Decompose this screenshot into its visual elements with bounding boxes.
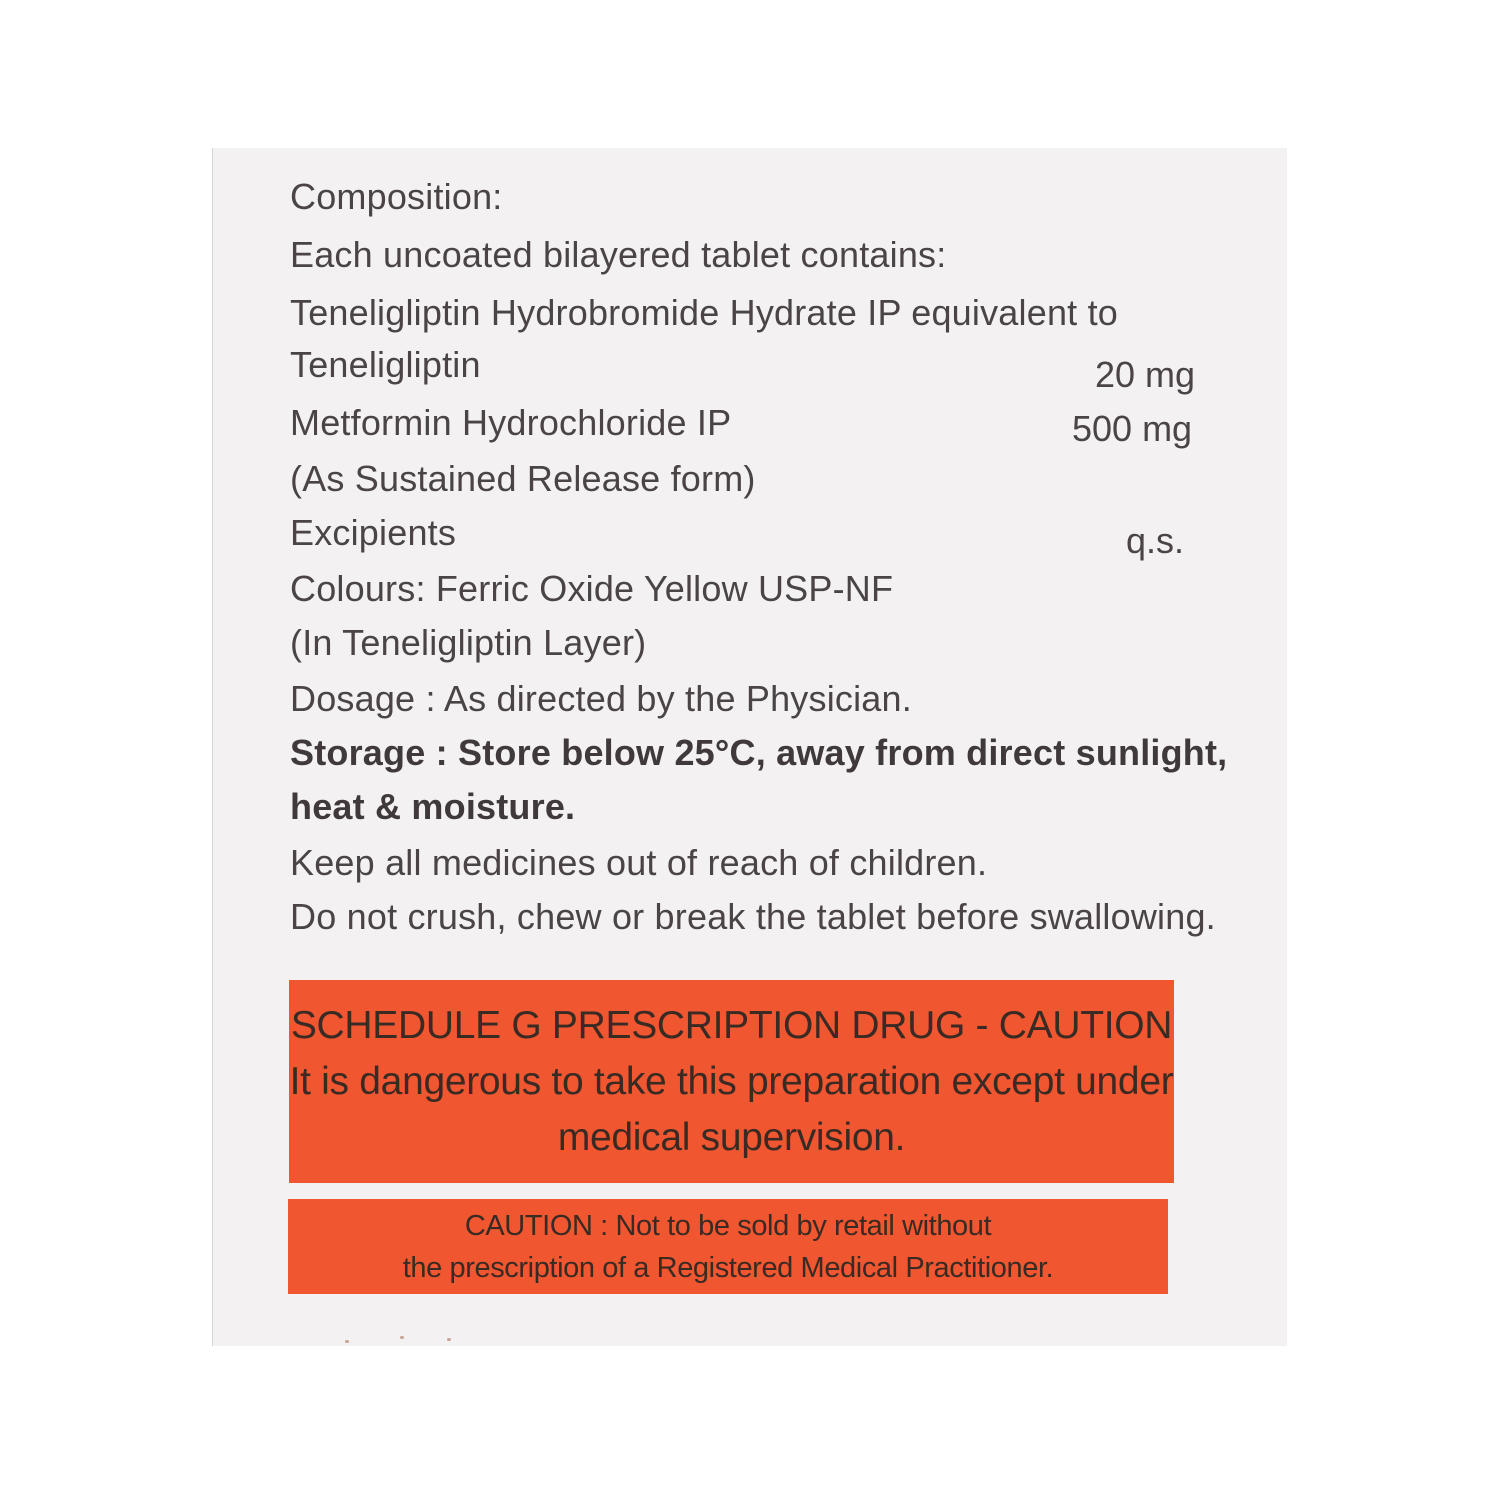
do-not-crush-line: Do not crush, chew or break the tablet before swallowing. [290,896,1216,937]
composition-heading: Composition: [290,176,503,217]
composition-intro: Each uncoated bilayered tablet contains: [290,234,947,275]
print-speck [447,1338,451,1341]
schedule-warning-line-3: medical supervision. [557,1116,906,1159]
schedule-warning-line-2: It is dangerous to take this preparation except under [289,1060,1174,1103]
retail-caution-line-1: CAUTION : Not to be sold by retail without [464,1210,992,1242]
ingredient-2-name: Metformin Hydrochloride IP [290,402,732,443]
print-speck [345,1340,349,1343]
colours-note: (In Teneligliptin Layer) [290,622,647,663]
ingredient-1-line: Teneligliptin Hydrobromide Hydrate IP equivalent to [290,292,1118,333]
schedule-g-warning-box [289,980,1174,1183]
keep-away-line: Keep all medicines out of reach of children. [290,842,988,883]
ingredient-1-amount: 20 mg [1095,354,1196,395]
excipients-amount: q.s. [1126,520,1185,561]
schedule-warning-line-1: SCHEDULE G PRESCRIPTION DRUG - CAUTION [290,1004,1173,1047]
retail-caution-line-2: the prescription of a Registered Medical Practitioner. [402,1252,1054,1284]
ingredient-2-note: (As Sustained Release form) [290,458,756,499]
dosage-line: Dosage : As directed by the Physician. [290,678,912,719]
storage-line-2: heat & moisture. [290,786,576,827]
excipients-label: Excipients [290,512,457,553]
colours-line: Colours: Ferric Oxide Yellow USP-NF [290,568,894,609]
ingredient-2-amount: 500 mg [1072,408,1193,449]
retail-caution-box [288,1199,1168,1294]
storage-line-1: Storage : Store below 25°C, away from direct sunlight, [290,732,1228,773]
print-speck [400,1336,404,1339]
ingredient-1-name: Teneligliptin [290,344,481,385]
